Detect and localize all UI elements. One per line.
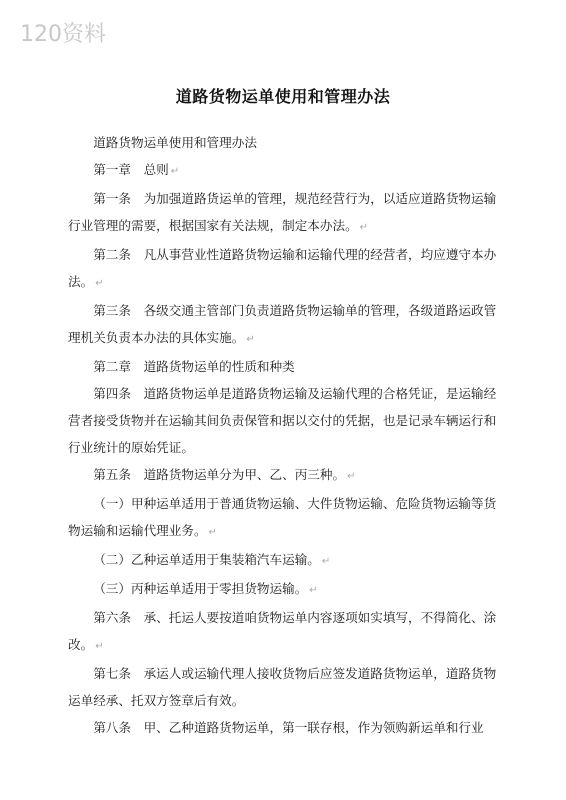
paragraph-text: 第八条 甲、乙种道路货物运单，第一联存根，作为领购新运单和行业 xyxy=(93,720,484,735)
paragraph-mark-icon: ↵ xyxy=(347,471,356,482)
paragraph xyxy=(68,353,498,380)
paragraph xyxy=(68,714,498,741)
paragraph-text: 第六条 承、托运人要按道咱货物运单内容逐项如实填写，不得简化、涂改。 xyxy=(68,610,497,652)
paragraph xyxy=(68,297,498,353)
paragraph-text: 第五条 道路货物运单分为甲、乙、丙三种。 xyxy=(93,467,346,482)
paragraph-text: 第七条 承运人或运输代理人接收货物后应签发道路货物运单，道路货物运单经承、托双方签章后有效。 xyxy=(68,666,497,708)
paragraph-text: （二）乙种运单适用于集装箱汽车运输。 xyxy=(93,552,320,567)
paragraph-text: 第一条 为加强道路货运单的管理，规范经营行为，以适应道路货物运输行业管理的需要，根据国家有关法规，制定本办法。 xyxy=(68,191,497,233)
paragraph-text: 第二章 道路货物运单的性质和种类 xyxy=(93,359,295,374)
paragraph xyxy=(68,575,498,604)
paragraph xyxy=(68,380,498,461)
paragraph-text: （一）甲种运单适用于普通货物运输、大件货物运输、危险货物运输等货物运输和运输代理业务。 xyxy=(68,496,497,538)
paragraph xyxy=(68,156,498,185)
paragraph-mark-icon: ↵ xyxy=(95,278,104,289)
paragraph xyxy=(68,241,498,297)
paragraph-mark-icon: ↵ xyxy=(359,222,369,233)
paragraph-mark-icon: ↵ xyxy=(208,527,217,538)
paragraph-text: 第三条 各级交通主管部门负责道路货物运输单的管理，各级道路运政管理机关负责本办法的具体实施。 xyxy=(68,303,497,345)
paragraph xyxy=(68,129,498,156)
paragraph-text: 道路货物运单使用和管理办法 xyxy=(93,135,257,150)
watermark: 120资料 xyxy=(20,22,106,47)
paragraph-mark-icon: ↵ xyxy=(246,334,255,345)
paragraph-text: 第四条 道路货物运单是道路货物运输及运输代理的合格凭证，是运输经营者接受货物并在运输其间负责保管和据以交付的凭据，也是记录车辆运行和行业统计的原始凭证。 xyxy=(68,386,497,455)
paragraph xyxy=(68,461,498,490)
paragraph xyxy=(68,660,498,714)
paragraph-text: （三）丙种运单适用于零担货物运输。 xyxy=(93,581,308,596)
paragraph-mark-icon: ↵ xyxy=(309,585,318,596)
paragraph-mark-icon: ↵ xyxy=(321,556,331,567)
paragraph xyxy=(68,490,498,546)
paragraph-mark-icon: ↵ xyxy=(170,166,180,177)
paragraph xyxy=(68,546,498,575)
document-title: 道路货物运单使用和管理办法 xyxy=(175,87,391,106)
paragraph xyxy=(68,604,498,660)
paragraph-text: 第一章 总则 xyxy=(93,162,169,177)
document-body xyxy=(68,129,498,741)
paragraph-text: 第二条 凡从事营业性道路货物运输和运输代理的经营者，均应遵守本办法。 xyxy=(68,247,497,289)
paragraph-mark-icon: ↵ xyxy=(95,641,104,652)
paragraph xyxy=(68,185,498,241)
